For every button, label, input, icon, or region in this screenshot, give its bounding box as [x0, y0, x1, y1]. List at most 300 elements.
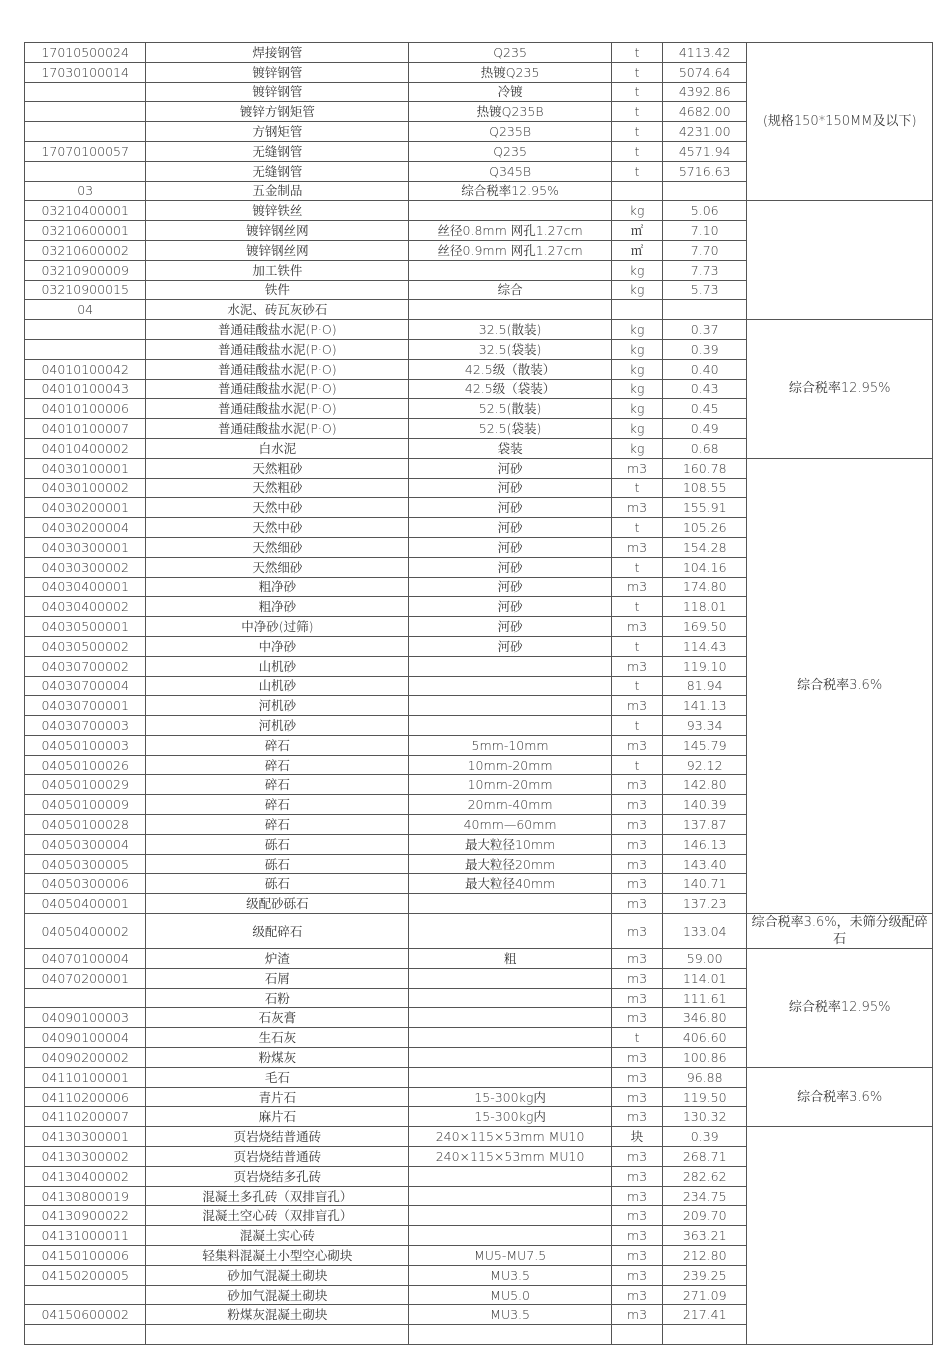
material-spec: 河砂	[409, 636, 612, 656]
material-price: 212.80	[663, 1246, 747, 1266]
material-price: 5074.64	[663, 62, 747, 82]
material-name: 天然中砂	[146, 518, 409, 538]
material-unit: t	[611, 122, 662, 142]
material-unit: m3	[611, 1206, 662, 1226]
material-price: 282.62	[663, 1166, 747, 1186]
material-code: 04050100029	[25, 775, 146, 795]
material-code: 04050300005	[25, 854, 146, 874]
material-code: 04	[25, 300, 146, 320]
material-name: 轻集料混凝土小型空心砌块	[146, 1246, 409, 1266]
material-price: 92.12	[663, 755, 747, 775]
material-name: 粉煤灰混凝土砌块	[146, 1305, 409, 1325]
material-code: 04030400001	[25, 577, 146, 597]
material-price: 141.13	[663, 696, 747, 716]
material-price: 114.43	[663, 636, 747, 656]
material-unit: m3	[611, 735, 662, 755]
material-code: 04010100006	[25, 399, 146, 419]
material-code: 04010100042	[25, 359, 146, 379]
material-name: 铁件	[146, 280, 409, 300]
material-price: 111.61	[663, 988, 747, 1008]
material-price: 0.45	[663, 399, 747, 419]
material-spec: 河砂	[409, 498, 612, 518]
material-price: 209.70	[663, 1206, 747, 1226]
material-unit: t	[611, 141, 662, 161]
material-unit: m3	[611, 1265, 662, 1285]
material-unit: m3	[611, 968, 662, 988]
material-code: 04010400002	[25, 438, 146, 458]
material-spec: 240×115×53mm MU10	[409, 1147, 612, 1167]
material-code: 04030100001	[25, 458, 146, 478]
material-unit: t	[611, 82, 662, 102]
table-row	[25, 320, 933, 340]
material-unit: t	[611, 557, 662, 577]
material-price: 59.00	[663, 949, 747, 969]
material-price: 114.01	[663, 968, 747, 988]
material-name: 页岩烧结多孔砖	[146, 1166, 409, 1186]
material-spec	[409, 716, 612, 736]
material-price: 169.50	[663, 617, 747, 637]
material-name: 碎石	[146, 775, 409, 795]
material-unit	[611, 181, 662, 201]
material-price: 174.80	[663, 577, 747, 597]
material-spec: 32.5(袋装)	[409, 339, 612, 359]
material-unit: t	[611, 755, 662, 775]
material-unit: kg	[611, 379, 662, 399]
material-spec: 最大粒径10mm	[409, 834, 612, 854]
material-spec: MU5-MU7.5	[409, 1246, 612, 1266]
material-spec: 河砂	[409, 458, 612, 478]
material-spec: 32.5(散装)	[409, 320, 612, 340]
material-spec: 42.5级（袋装）	[409, 379, 612, 399]
table-row	[25, 201, 933, 221]
material-price: 234.75	[663, 1186, 747, 1206]
material-code	[25, 82, 146, 102]
material-spec: 40mm—60mm	[409, 815, 612, 835]
material-spec: 52.5(袋装)	[409, 419, 612, 439]
material-unit: m3	[611, 874, 662, 894]
material-code	[25, 1285, 146, 1305]
material-spec: 综合税率12.95%	[409, 181, 612, 201]
material-code	[25, 339, 146, 359]
material-price: 268.71	[663, 1147, 747, 1167]
material-code: 04030200001	[25, 498, 146, 518]
material-code: 04030500001	[25, 617, 146, 637]
material-spec: 5mm-10mm	[409, 735, 612, 755]
material-name: 生石灰	[146, 1028, 409, 1048]
material-name: 砂加气混凝土砌块	[146, 1265, 409, 1285]
material-unit: m3	[611, 1166, 662, 1186]
remark-cell: 综合税率3.6%	[747, 458, 933, 913]
material-name: 天然中砂	[146, 498, 409, 518]
material-spec	[409, 201, 612, 221]
material-price: 142.80	[663, 775, 747, 795]
material-price: 140.39	[663, 795, 747, 815]
material-price: 160.78	[663, 458, 747, 478]
material-price: 105.26	[663, 518, 747, 538]
material-unit: m3	[611, 834, 662, 854]
material-spec: 河砂	[409, 577, 612, 597]
material-unit: m3	[611, 537, 662, 557]
material-price: 4113.42	[663, 43, 747, 63]
material-name: 石灰膏	[146, 1008, 409, 1028]
material-unit: m3	[611, 1147, 662, 1167]
material-price	[663, 181, 747, 201]
material-price	[663, 300, 747, 320]
material-code: 04030200004	[25, 518, 146, 538]
material-spec: 河砂	[409, 597, 612, 617]
material-price: 5.06	[663, 201, 747, 221]
material-name: 页岩烧结普通砖	[146, 1147, 409, 1167]
material-unit: t	[611, 161, 662, 181]
material-price: 7.73	[663, 260, 747, 280]
material-name: 砾石	[146, 854, 409, 874]
material-name: 粗净砂	[146, 577, 409, 597]
material-price: 406.60	[663, 1028, 747, 1048]
material-code: 04050100003	[25, 735, 146, 755]
material-name: 普通硅酸盐水泥(P·O)	[146, 320, 409, 340]
material-code: 04150200005	[25, 1265, 146, 1285]
material-code: 04090200002	[25, 1048, 146, 1068]
material-name: 粗净砂	[146, 597, 409, 617]
material-code: 04030400002	[25, 597, 146, 617]
material-code: 04090100004	[25, 1028, 146, 1048]
material-name: 混凝土空心砖（双排盲孔）	[146, 1206, 409, 1226]
material-price: 143.40	[663, 854, 747, 874]
material-name: 碎石	[146, 735, 409, 755]
material-code: 17010500024	[25, 43, 146, 63]
material-unit: t	[611, 676, 662, 696]
material-name: 砾石	[146, 834, 409, 854]
material-spec: 河砂	[409, 557, 612, 577]
material-spec	[409, 1048, 612, 1068]
material-spec	[409, 1186, 612, 1206]
material-spec: Q345B	[409, 161, 612, 181]
material-price: 100.86	[663, 1048, 747, 1068]
material-name: 麻片石	[146, 1107, 409, 1127]
material-spec: 冷镀	[409, 82, 612, 102]
material-spec	[409, 1325, 612, 1345]
material-spec	[409, 656, 612, 676]
material-name: 加工铁件	[146, 260, 409, 280]
material-unit: m3	[611, 577, 662, 597]
material-code: 03210600001	[25, 221, 146, 241]
material-name: 水泥、砖瓦灰砂石	[146, 300, 409, 320]
material-code: 04130300002	[25, 1147, 146, 1167]
material-spec: 52.5(散装)	[409, 399, 612, 419]
material-code: 04030300002	[25, 557, 146, 577]
material-spec: 粗	[409, 949, 612, 969]
material-name: 普通硅酸盐水泥(P·O)	[146, 419, 409, 439]
material-spec: 最大粒径40mm	[409, 874, 612, 894]
material-unit: m3	[611, 617, 662, 637]
material-spec	[409, 1028, 612, 1048]
material-name: 河机砂	[146, 696, 409, 716]
material-price: 93.34	[663, 716, 747, 736]
material-code: 03210600002	[25, 240, 146, 260]
material-name: 石粉	[146, 988, 409, 1008]
material-name: 普通硅酸盐水泥(P·O)	[146, 339, 409, 359]
material-price: 145.79	[663, 735, 747, 755]
material-unit: t	[611, 43, 662, 63]
material-spec	[409, 1206, 612, 1226]
table-row	[25, 458, 933, 478]
material-code: 04030700001	[25, 696, 146, 716]
material-spec: MU3.5	[409, 1305, 612, 1325]
material-code: 04110100001	[25, 1067, 146, 1087]
material-price	[663, 1325, 747, 1345]
material-code	[25, 988, 146, 1008]
remark-cell: 综合税率12.95%	[747, 320, 933, 459]
material-unit: kg	[611, 399, 662, 419]
material-price: 5716.63	[663, 161, 747, 181]
material-name: 青片石	[146, 1087, 409, 1107]
material-price: 4231.00	[663, 122, 747, 142]
material-code	[25, 122, 146, 142]
material-unit: kg	[611, 438, 662, 458]
material-name: 山机砂	[146, 656, 409, 676]
material-unit: kg	[611, 260, 662, 280]
material-name: 混凝土多孔砖（双排盲孔）	[146, 1186, 409, 1206]
material-unit: m3	[611, 1008, 662, 1028]
material-price: 0.68	[663, 438, 747, 458]
material-code: 04150100006	[25, 1246, 146, 1266]
material-unit: m3	[611, 458, 662, 478]
material-price: 0.39	[663, 1127, 747, 1147]
material-name: 天然细砂	[146, 557, 409, 577]
material-spec: Q235B	[409, 122, 612, 142]
material-price: 0.37	[663, 320, 747, 340]
material-price: 7.70	[663, 240, 747, 260]
material-price: 118.01	[663, 597, 747, 617]
material-code: 04110200007	[25, 1107, 146, 1127]
material-price: 0.49	[663, 419, 747, 439]
material-price: 130.32	[663, 1107, 747, 1127]
material-name: 碎石	[146, 755, 409, 775]
material-name: 五金制品	[146, 181, 409, 201]
material-unit: m3	[611, 914, 662, 949]
material-unit: m3	[611, 1048, 662, 1068]
material-spec: 热镀Q235	[409, 62, 612, 82]
material-name: 石屑	[146, 968, 409, 988]
material-code: 04130400002	[25, 1166, 146, 1186]
material-name: 天然细砂	[146, 537, 409, 557]
material-name: 无缝钢管	[146, 141, 409, 161]
material-code: 17030100014	[25, 62, 146, 82]
material-spec: 10mm-20mm	[409, 775, 612, 795]
material-code: 03210900015	[25, 280, 146, 300]
material-price: 7.10	[663, 221, 747, 241]
material-unit: m3	[611, 656, 662, 676]
material-price: 4392.86	[663, 82, 747, 102]
material-name: 中净砂	[146, 636, 409, 656]
material-price: 133.04	[663, 914, 747, 949]
material-name: 山机砂	[146, 676, 409, 696]
material-spec	[409, 1067, 612, 1087]
material-price-table	[24, 42, 933, 1345]
material-name: 镀锌钢管	[146, 82, 409, 102]
material-spec	[409, 1226, 612, 1246]
material-unit: kg	[611, 339, 662, 359]
material-spec: Q235	[409, 43, 612, 63]
material-name	[146, 1325, 409, 1345]
material-unit: t	[611, 716, 662, 736]
material-spec: 河砂	[409, 478, 612, 498]
material-name: 普通硅酸盐水泥(P·O)	[146, 359, 409, 379]
material-spec	[409, 894, 612, 914]
material-name: 镀锌钢管	[146, 62, 409, 82]
material-unit: t	[611, 597, 662, 617]
material-name: 焊接钢管	[146, 43, 409, 63]
material-price: 4682.00	[663, 102, 747, 122]
material-unit: t	[611, 478, 662, 498]
material-name: 毛石	[146, 1067, 409, 1087]
material-name: 天然粗砂	[146, 458, 409, 478]
material-code	[25, 161, 146, 181]
material-code: 04010100007	[25, 419, 146, 439]
material-unit: m3	[611, 1186, 662, 1206]
material-unit	[611, 300, 662, 320]
material-code: 04131000011	[25, 1226, 146, 1246]
material-spec: 河砂	[409, 617, 612, 637]
material-name: 天然粗砂	[146, 478, 409, 498]
material-name: 页岩烧结普通砖	[146, 1127, 409, 1147]
material-price: 104.16	[663, 557, 747, 577]
material-unit: ㎡	[611, 240, 662, 260]
material-code: 04050100026	[25, 755, 146, 775]
remark-cell	[747, 1127, 933, 1345]
material-code: 04050300006	[25, 874, 146, 894]
material-name: 碎石	[146, 795, 409, 815]
material-unit: kg	[611, 419, 662, 439]
material-spec	[409, 696, 612, 716]
material-price: 5.73	[663, 280, 747, 300]
material-price: 271.09	[663, 1285, 747, 1305]
material-name: 炉渣	[146, 949, 409, 969]
material-code: 04070200001	[25, 968, 146, 988]
material-price: 137.87	[663, 815, 747, 835]
material-code: 04090100003	[25, 1008, 146, 1028]
material-unit: m3	[611, 498, 662, 518]
material-spec: 综合	[409, 280, 612, 300]
table-row	[25, 43, 933, 63]
material-spec	[409, 914, 612, 949]
material-code: 03	[25, 181, 146, 201]
material-price: 96.88	[663, 1067, 747, 1087]
material-price: 108.55	[663, 478, 747, 498]
material-spec: Q235	[409, 141, 612, 161]
material-spec: 20mm-40mm	[409, 795, 612, 815]
material-spec	[409, 676, 612, 696]
material-price: 154.28	[663, 537, 747, 557]
material-unit: t	[611, 518, 662, 538]
material-spec: 袋装	[409, 438, 612, 458]
material-unit: m3	[611, 1285, 662, 1305]
material-spec	[409, 300, 612, 320]
material-code: 17070100057	[25, 141, 146, 161]
remark-cell	[747, 201, 933, 320]
material-code: 04030700003	[25, 716, 146, 736]
material-price: 140.71	[663, 874, 747, 894]
material-name: 中净砂(过筛)	[146, 617, 409, 637]
material-unit: m3	[611, 894, 662, 914]
material-unit: kg	[611, 280, 662, 300]
material-unit: m3	[611, 1305, 662, 1325]
material-unit: m3	[611, 815, 662, 835]
material-unit: 块	[611, 1127, 662, 1147]
remark-cell: (规格150*150MM及以下)	[747, 43, 933, 201]
material-unit: t	[611, 102, 662, 122]
material-price: 81.94	[663, 676, 747, 696]
table-row	[25, 1067, 933, 1087]
material-price: 0.39	[663, 339, 747, 359]
material-name: 无缝钢管	[146, 161, 409, 181]
material-unit: m3	[611, 988, 662, 1008]
material-spec: 240×115×53mm MU10	[409, 1127, 612, 1147]
material-code: 04050400001	[25, 894, 146, 914]
table-row	[25, 914, 933, 949]
material-code	[25, 320, 146, 340]
material-name: 普通硅酸盐水泥(P·O)	[146, 399, 409, 419]
material-code: 04030700004	[25, 676, 146, 696]
material-unit: m3	[611, 949, 662, 969]
material-code: 03210900009	[25, 260, 146, 280]
material-price: 119.50	[663, 1087, 747, 1107]
material-spec: MU3.5	[409, 1265, 612, 1285]
material-name: 碎石	[146, 815, 409, 835]
material-price: 217.41	[663, 1305, 747, 1325]
material-spec: 河砂	[409, 537, 612, 557]
table-row	[25, 1127, 933, 1147]
material-code: 03210400001	[25, 201, 146, 221]
material-unit: kg	[611, 201, 662, 221]
material-name: 白水泥	[146, 438, 409, 458]
material-unit: m3	[611, 1246, 662, 1266]
material-code: 04130900022	[25, 1206, 146, 1226]
material-code: 04030700002	[25, 656, 146, 676]
material-spec: 丝径0.9mm 网孔1.27cm	[409, 240, 612, 260]
material-code: 04110200006	[25, 1087, 146, 1107]
material-price: 363.21	[663, 1226, 747, 1246]
material-price: 0.40	[663, 359, 747, 379]
material-code: 04070100004	[25, 949, 146, 969]
material-code: 04030300001	[25, 537, 146, 557]
material-spec	[409, 260, 612, 280]
material-spec: 丝径0.8mm 网孔1.27cm	[409, 221, 612, 241]
material-spec: 15-300kg内	[409, 1087, 612, 1107]
material-code: 04050300004	[25, 834, 146, 854]
material-name: 镀锌方钢矩管	[146, 102, 409, 122]
material-code: 04150600002	[25, 1305, 146, 1325]
material-name: 级配碎石	[146, 914, 409, 949]
material-name: 河机砂	[146, 716, 409, 736]
material-price: 0.43	[663, 379, 747, 399]
material-spec: 热镀Q235B	[409, 102, 612, 122]
material-name: 镀锌钢丝网	[146, 221, 409, 241]
material-unit: m3	[611, 1067, 662, 1087]
material-code	[25, 102, 146, 122]
material-spec	[409, 988, 612, 1008]
material-spec	[409, 1008, 612, 1028]
material-price: 155.91	[663, 498, 747, 518]
material-unit: kg	[611, 359, 662, 379]
material-unit: m3	[611, 1107, 662, 1127]
material-price: 137.23	[663, 894, 747, 914]
material-name: 混凝土实心砖	[146, 1226, 409, 1246]
material-code: 04050100028	[25, 815, 146, 835]
material-name: 粉煤灰	[146, 1048, 409, 1068]
material-code: 04050100009	[25, 795, 146, 815]
material-code: 04010100043	[25, 379, 146, 399]
